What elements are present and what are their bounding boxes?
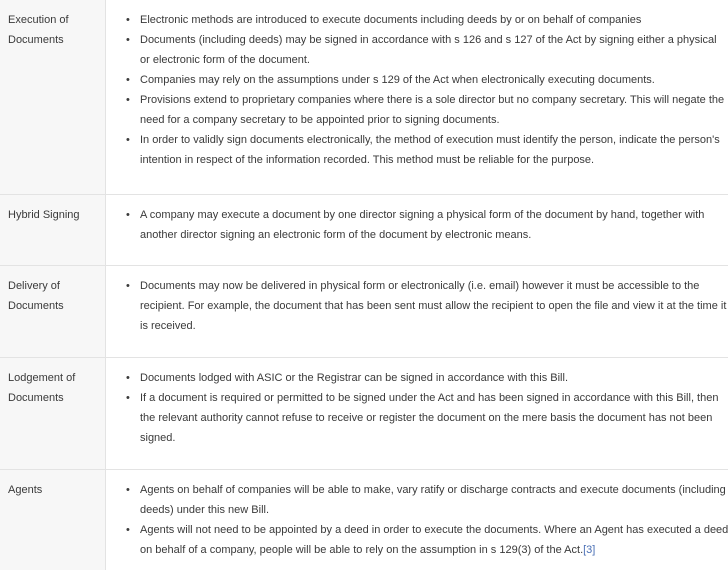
list-item-text: or electronic form of the document.: [140, 54, 310, 66]
bullet-icon: •: [126, 134, 130, 146]
list-item: [107, 90, 728, 130]
list-item-text: Companies may rely on the assumptions under s 129 of the Act when electronically executing documents.: [140, 74, 655, 86]
row-label: [0, 358, 106, 470]
list-item-text: Electronic methods are introduced to execute documents including deeds by or on behalf of companies: [140, 14, 642, 26]
list-item-text: Provisions extend to proprietary companies where there is a sole director but no company secretary. This will negate the: [140, 94, 725, 106]
table-row-delivery: [0, 265, 728, 358]
row-label-line: Delivery of: [8, 280, 60, 292]
row-content: [107, 470, 728, 570]
bullet-icon: •: [126, 34, 130, 46]
row-label-line: Documents: [8, 300, 64, 312]
row-label-line: Lodgement of: [8, 372, 76, 384]
list-item: [107, 520, 728, 560]
row-content: [107, 0, 728, 194]
list-item: [107, 205, 728, 245]
list-item-text: A company may execute a document by one director signing a physical form of the document by hand, together with: [140, 209, 705, 221]
list-item-text: need for a company secretary to be appointed prior to signing documents.: [140, 114, 500, 126]
bullet-icon: •: [126, 372, 130, 384]
list-item-text: signed.: [140, 432, 176, 444]
table-row-hybrid-signing: [0, 194, 728, 266]
bullet-icon: •: [126, 14, 130, 26]
table-row-lodgement: [0, 357, 728, 470]
bullet-icon: •: [126, 209, 130, 221]
list-item-text: on behalf of a company, people will be able to rely on the assumption in s 129(3) of the Act.: [140, 544, 584, 556]
bullet-icon: •: [126, 94, 130, 106]
list-item: [107, 130, 728, 170]
row-label: [0, 195, 106, 266]
row-label-line: Documents: [8, 34, 64, 46]
list-item: [107, 30, 728, 70]
list-item-text: deeds) under this new Bill.: [140, 504, 270, 516]
row-label-line: Hybrid Signing: [8, 209, 80, 221]
list-item-text: the relevant authority cannot refuse to receive or register the document on the mere basis the document has not been: [140, 412, 713, 424]
list-item-text: Agents on behalf of companies will be able to make, vary ratify or discharge contracts and execute documents (including: [140, 484, 726, 496]
bullet-icon: •: [126, 392, 130, 404]
list-item-text: Documents lodged with ASIC or the Registrar can be signed in accordance with this Bill.: [140, 372, 568, 384]
row-label: [0, 266, 106, 358]
list-item: [107, 276, 728, 336]
list-item: [107, 368, 728, 388]
list-item: [107, 388, 728, 448]
footnote-link[interactable]: [3]: [583, 544, 596, 556]
list-item-text: Agents will not need to be appointed by a deed in order to execute the documents. Where an Agent has executed a deed: [140, 524, 728, 536]
row-content: [107, 195, 728, 266]
bullet-icon: •: [126, 74, 130, 86]
table-row-execution: [0, 0, 728, 194]
list-item-text: If a document is required or permitted to be signed under the Act and has been signed in accordance with this Bill, then: [140, 392, 719, 404]
list-item-text: Documents may now be delivered in physical form or electronically (i.e. email) however it must be accessible to the: [140, 280, 700, 292]
row-label: [0, 470, 106, 570]
bullet-icon: •: [126, 280, 130, 292]
row-label-line: Execution of: [8, 14, 69, 26]
row-label: [0, 0, 106, 194]
list-item-text: recipient. For example, the document that has been sent must allow the recipient to open the file and view it at the time it: [140, 300, 727, 312]
list-item-text: Documents (including deeds) may be signed in accordance with s 126 and s 127 of the Act by signing either a physical: [140, 34, 717, 46]
row-content: [107, 266, 728, 358]
list-item-text: is received.: [140, 320, 196, 332]
list-item: [107, 480, 728, 520]
list-item-text: In order to validly sign documents electronically, the method of execution must identify the person, indicate the person's: [140, 134, 720, 146]
bullet-icon: •: [126, 484, 130, 496]
list-item-text: intention in respect of the information recorded. This method must be reliable for the purpose.: [140, 154, 595, 166]
bullet-icon: •: [126, 524, 130, 536]
list-item: [107, 70, 728, 90]
row-label-line: Agents: [8, 484, 43, 496]
list-item-text-with-footnote: [140, 540, 724, 560]
row-label-line: Documents: [8, 392, 64, 404]
row-content: [107, 358, 728, 470]
list-item-text: another director signing an electronic form of the document by electronic means.: [140, 229, 532, 241]
table-row-agents: [0, 469, 728, 570]
list-item: [107, 10, 728, 30]
